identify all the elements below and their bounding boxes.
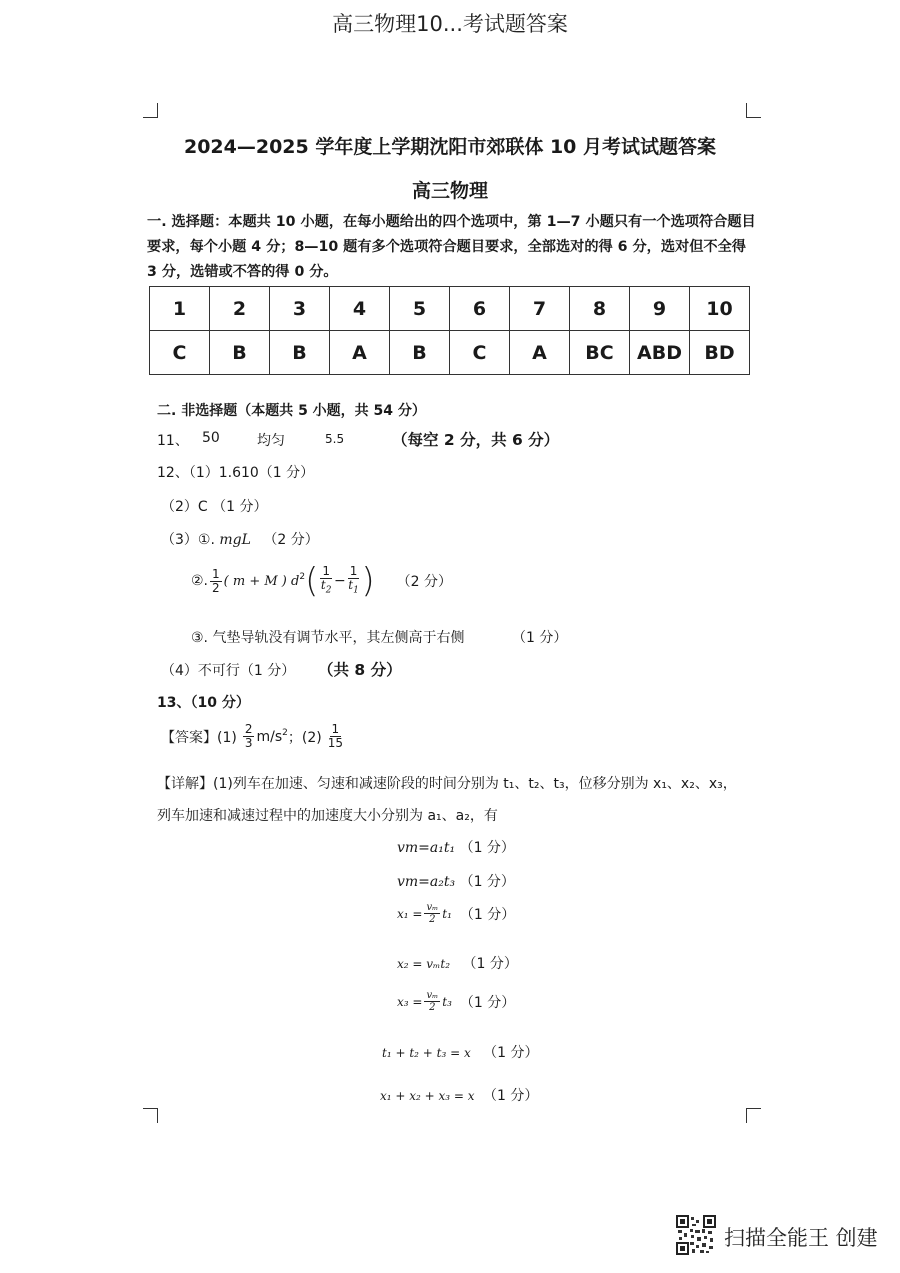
fraction-numerator: 2: [244, 722, 253, 736]
q13-answer-label: 【答案】(1): [161, 729, 237, 746]
q13-answer: [161, 723, 345, 750]
q12-part2: （2）C （1 分）: [161, 499, 268, 515]
equation-rhs: t₃: [442, 994, 452, 1009]
answer-cell: ABD: [630, 331, 690, 375]
equation-expression: vm=a₁t₁: [397, 840, 456, 856]
equation-2: [397, 871, 515, 891]
section1-intro: 一. 选择题：本题共 10 小题，在每小题给出的四个选项中，第 1—7 小题只有一个选项符合题目要求，每个小题 4 分；8—10 题有多个选项符合题目要求，全部选对的得 6 分，选对但不全得 3 分，选错或不答的得 0 分。: [147, 214, 756, 280]
equation-expression: x₁ + x₂ + x₃ = x: [380, 1089, 475, 1103]
q13-detail-line1: 【详解】(1)列车在加速、匀速和减速阶段的时间分别为 t₁、t₂、t₃，位移分别为 x₁、x₂、x₃，: [157, 776, 737, 792]
equation-expression: x₂ = vₘt₂: [397, 957, 451, 971]
qr-code-icon: [676, 1215, 716, 1255]
crop-mark-bottom-right: [746, 1108, 761, 1123]
q13-detail-line2: 列车加速和减速过程中的加速度大小分别为 a₁、a₂，有: [157, 808, 498, 824]
fraction-numerator: vₘ: [426, 990, 439, 1001]
equation-lhs: x₃ =: [397, 994, 423, 1009]
fraction-numerator: 1: [212, 566, 220, 581]
q12-total-score: （共 8 分）: [318, 661, 402, 679]
q12-part3b-score: （2 分）: [396, 574, 452, 590]
crop-mark-top-left: [143, 103, 158, 118]
equation-score: （1 分）: [459, 840, 515, 856]
q11-answer-2: 均匀: [257, 433, 285, 449]
fraction-one-fifteenth: [328, 723, 343, 750]
fraction-half: [210, 568, 222, 595]
fraction-denominator: [321, 579, 332, 597]
fraction-vm-half: [424, 990, 440, 1013]
answer-cell: BD: [690, 331, 750, 375]
answer-cell: C: [150, 331, 210, 375]
equation-7: [380, 1085, 538, 1105]
question-number: 5: [390, 287, 450, 331]
q12-part1: 12、（1）1.610（1 分）: [157, 465, 315, 481]
equation-score: （1 分）: [459, 874, 515, 890]
unit-exponent: 2: [282, 727, 288, 738]
fraction-numerator: 1: [331, 722, 340, 736]
question-number: 7: [510, 287, 570, 331]
q12-part3b-label: ②.: [191, 573, 209, 589]
q12-part3-3-score: （1 分）: [512, 630, 568, 646]
equation-score: （1 分）: [483, 1088, 539, 1104]
answer-row: [150, 331, 750, 375]
equation-rhs: t₁: [442, 906, 452, 921]
fraction-numerator: 1: [322, 563, 330, 578]
equation-score: （1 分）: [459, 906, 516, 923]
question-number: 2: [210, 287, 270, 331]
time-subscript: 1: [353, 585, 359, 596]
question-number: 9: [630, 287, 690, 331]
section2-heading: 二. 非选择题（本题共 5 小题，共 54 分）: [157, 403, 426, 419]
q12-part3-score: （2 分）: [263, 532, 319, 548]
time-symbol: t: [320, 577, 326, 592]
right-paren: ): [361, 561, 375, 601]
fraction-numerator: 1: [349, 563, 358, 578]
q12-part3-label: （3）①.: [161, 532, 215, 548]
q11-number: 11、: [157, 433, 189, 449]
equation-score: （1 分）: [483, 1045, 539, 1061]
equation-6: [382, 1042, 539, 1062]
q12-part3-1: [161, 529, 319, 549]
crop-mark-bottom-left: [143, 1108, 158, 1123]
fraction-denominator: 2: [429, 914, 436, 925]
mass-term: ( m + M ) d: [223, 573, 300, 589]
answer-cell: C: [450, 331, 510, 375]
square-exponent: 2: [299, 572, 306, 582]
fraction-numerator: vₘ: [426, 902, 439, 913]
equation-5: [397, 990, 515, 1013]
answer-cell: B: [210, 331, 270, 375]
q11-score: （每空 2 分，共 6 分）: [392, 431, 560, 449]
q12-part4: （4）不可行（1 分）: [161, 663, 296, 679]
equation-score: （1 分）: [459, 994, 516, 1011]
question-number: 3: [270, 287, 330, 331]
fraction-vm-half: [424, 902, 440, 925]
time-subscript: 2: [325, 585, 332, 596]
answer-separator: ；(2): [287, 729, 322, 746]
scanner-watermark: 扫描全能王 创建: [724, 1226, 878, 1250]
q12-part3-expression: mgL: [219, 532, 251, 548]
q11-answer-1: 50: [202, 430, 220, 446]
equation-4: [397, 953, 518, 973]
answer-cell: A: [510, 331, 570, 375]
fraction-denominator: [348, 579, 359, 597]
equation-expression: vm=a₂t₃: [397, 874, 456, 890]
question-number: 10: [690, 287, 750, 331]
acceleration-unit: m/s: [256, 728, 283, 745]
answer-cell: BC: [570, 331, 630, 375]
equation-1: [397, 837, 515, 857]
question-number: 6: [450, 287, 510, 331]
fraction-inv-t1sq: [348, 565, 360, 597]
equation-lhs: x₁ =: [397, 906, 423, 921]
fraction-two-thirds: [243, 723, 255, 750]
answer-table: [149, 286, 750, 375]
answer-cell: B: [270, 331, 330, 375]
document-header-title: 高三物理10...考试题答案: [332, 12, 568, 36]
page-title: 2024—2025 学年度上学期沈阳市郊联体 10 月考试试题答案: [183, 136, 717, 158]
fraction-denominator: 2: [429, 1002, 436, 1013]
equation-3: [397, 902, 515, 925]
fraction-denominator: 2: [212, 580, 220, 595]
minus-sign: −: [333, 573, 346, 589]
answer-cell: A: [330, 331, 390, 375]
time-symbol: t: [348, 577, 354, 592]
question-number: 8: [570, 287, 630, 331]
fraction-denominator: 3: [244, 736, 253, 750]
q11-answer-3: 5.5: [325, 432, 345, 446]
q13-heading: 13、（10 分）: [157, 695, 250, 711]
q12-part3-3: ③. 气垫导轨没有调节水平，其左侧高于右侧: [191, 630, 465, 646]
crop-mark-top-right: [746, 103, 761, 118]
left-paren: (: [305, 561, 319, 601]
q12-part3-2-formula: [191, 561, 452, 601]
answer-cell: B: [390, 331, 450, 375]
question-number: 1: [150, 287, 210, 331]
fraction-inv-t2sq: [320, 565, 332, 597]
equation-score: （1 分）: [462, 956, 518, 972]
question-number: 4: [330, 287, 390, 331]
question-number-row: [150, 287, 750, 331]
page-subtitle: 高三物理: [411, 180, 488, 202]
equation-expression: t₁ + t₂ + t₃ = x: [382, 1046, 471, 1060]
fraction-denominator: 15: [327, 736, 343, 750]
